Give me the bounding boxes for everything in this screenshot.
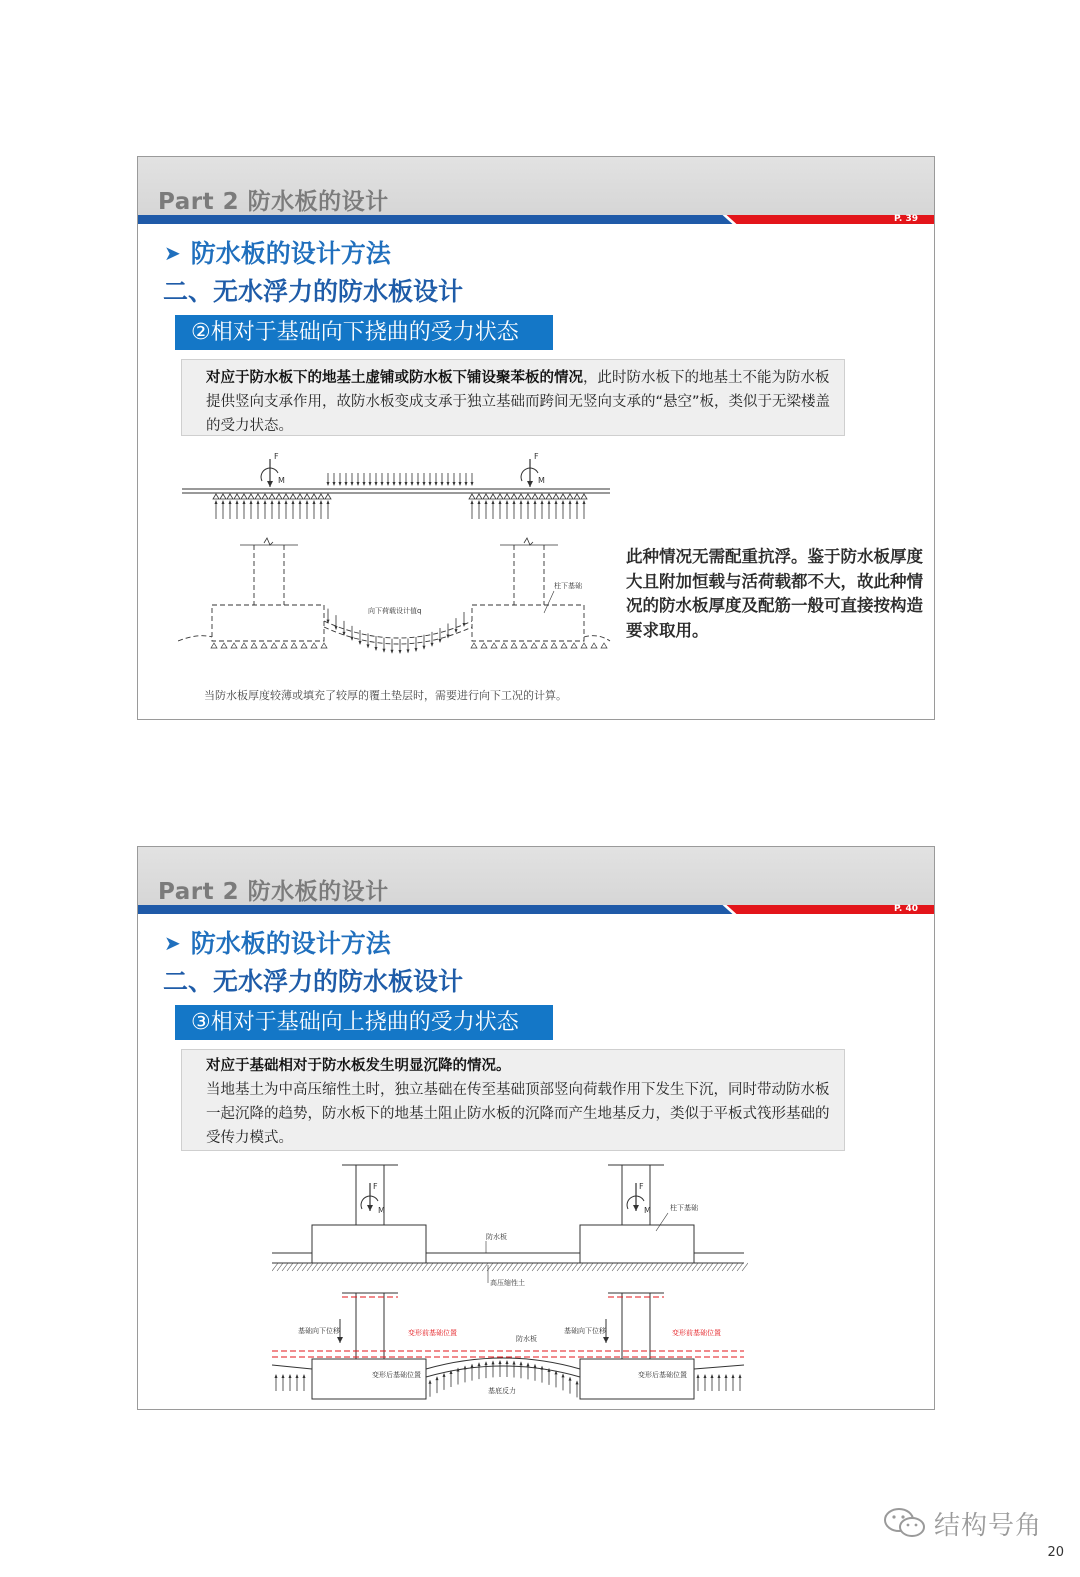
description-bold: 对应于防水板下的地基土虚铺或防水板下铺设聚苯板的情况 — [206, 370, 583, 386]
watermark-text: 结构号角 — [934, 1510, 1043, 1541]
reaction-label: 基底反力 — [488, 1387, 516, 1395]
section-title-text: 防水板的设计方法 — [190, 929, 391, 958]
slide-p39 — [137, 156, 935, 720]
slide-header-title: Part 2 防水板的设计 — [158, 879, 389, 905]
arrow-bullet-icon: ➤ — [164, 931, 181, 955]
moment-m-right-label: M — [538, 476, 545, 485]
description-text: ，此时防水板下的地基土不能为防水板提供竖向支承作用，故防水板变成支承于独立基础而跨间无竖向支承的“悬空”板，类似于无梁楼盖的受力状态。 — [206, 370, 831, 434]
load-f-left-label: F — [274, 452, 279, 461]
arrow-bullet-icon: ➤ — [164, 241, 181, 265]
before-left-label: 变形前基础位置 — [408, 1329, 457, 1337]
load-label: 向下荷载设计值q — [368, 607, 422, 615]
description-text: 当地基土为中高压缩性土时，独立基础在传至基础顶部竖向荷载作用下发生下沉，同时带动防水板一起沉降的趋势，防水板下的地基土阻止防水板的沉降而产生地基反力，类似于平板式筏形基础的受传力模式。 — [206, 1082, 830, 1146]
after-right-label: 变形后基础位置 — [638, 1371, 687, 1379]
document-page-number: 20 — [1047, 1545, 1064, 1560]
slide-subtitle: 二、无水浮力的防水板设计 — [163, 967, 464, 996]
footing-label: 柱下基础 — [670, 1204, 698, 1212]
load-f-right-label: F — [534, 452, 539, 461]
description-box — [181, 359, 845, 436]
watermark — [882, 1503, 1042, 1543]
state-tag: ②相对于基础向下挠曲的受力状态 — [175, 315, 553, 350]
section-title-text: 防水板的设计方法 — [190, 239, 391, 268]
slide-p40 — [137, 846, 935, 1410]
deformation-diagram — [272, 1285, 748, 1405]
slide-subtitle: 二、无水浮力的防水板设计 — [163, 277, 464, 306]
slide-header-title: Part 2 防水板的设计 — [158, 189, 389, 215]
load-f-right-label: F — [639, 1182, 644, 1191]
slab-label: 防水板 — [486, 1233, 507, 1241]
header-color-bar — [138, 215, 934, 224]
before-right-label: 变形前基础位置 — [672, 1329, 721, 1337]
section-title — [164, 924, 391, 960]
moment-m-right-label: M — [644, 1206, 651, 1215]
after-left-label: 变形后基础位置 — [372, 1371, 421, 1379]
soil-label: 高压缩性土 — [490, 1279, 525, 1287]
settle-left-label: 基础向下位移 — [298, 1327, 340, 1335]
description-box — [181, 1049, 845, 1151]
slide-page-label: P. 39 — [893, 214, 918, 224]
state-tag: ③相对于基础向上挠曲的受力状态 — [175, 1005, 553, 1040]
header-color-bar — [138, 905, 934, 914]
settle-right-label: 基础向下位移 — [564, 1327, 606, 1335]
wechat-icon — [882, 1506, 928, 1540]
design-note: 此种情况无需配重抗浮。鉴于防水板厚度大且附加恒载与活荷载都不大，故此种情况的防水板厚度及配筋一般可直接按构造要求取用。 — [626, 547, 923, 640]
footing-elevation-diagram — [272, 1159, 748, 1289]
load-f-left-label: F — [373, 1182, 378, 1191]
slide-header — [138, 157, 934, 215]
moment-m-left-label: M — [278, 476, 285, 485]
slide-header — [138, 847, 934, 905]
moment-m-left-label: M — [378, 1206, 385, 1215]
footnote: 当防水板厚度较薄或填充了较厚的覆土垫层时，需要进行向下工况的计算。 — [204, 689, 567, 702]
section-diagram — [178, 537, 618, 657]
beam-model-diagram — [178, 447, 618, 527]
section-title — [164, 234, 391, 270]
slide-page-label: P. 40 — [893, 904, 918, 914]
footing-label: 柱下基础 — [554, 582, 582, 590]
description-bold: 对应于基础相对于防水板发生明显沉降的情况。 — [206, 1058, 511, 1074]
slab2-label: 防水板 — [516, 1335, 537, 1343]
